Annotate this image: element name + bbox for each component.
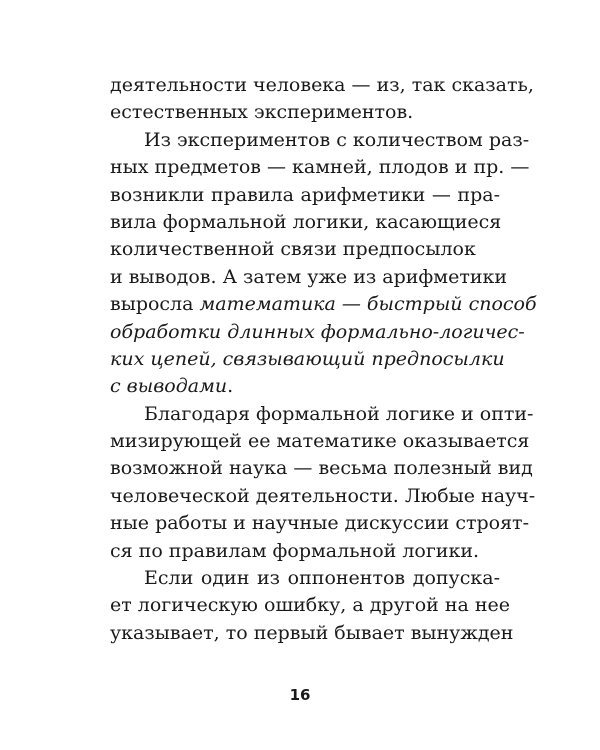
text-line: деятельности человека — из, так сказать, xyxy=(110,74,534,96)
text-line: возможной наука — весьма полезный вид xyxy=(110,457,533,480)
paragraph-start-line: Из экспериментов с количеством раз- xyxy=(144,128,530,151)
text-line: ся по правилам формальной логики. xyxy=(110,539,480,562)
italic-text: математика — быстрый способ xyxy=(199,293,537,316)
text-line: мизирующей ее математике оказывается xyxy=(110,430,530,453)
text-line: ные работы и научные дискуссии строят- xyxy=(110,512,529,535)
regular-text: выросла xyxy=(110,293,200,316)
text-line: и выводов. А затем уже из арифметики xyxy=(110,265,508,288)
text-line: ет логическую ошибку, а другой на нее xyxy=(110,594,511,617)
text-line: возникли правила арифметики — пра- xyxy=(110,183,500,206)
body-text xyxy=(110,72,537,647)
text-line: человеческой деятельности. Любые науч- xyxy=(110,484,536,507)
page-number: 16 xyxy=(289,686,311,704)
text-line-mixed xyxy=(110,373,500,400)
text-line: вила формальной логики, касающиеся xyxy=(110,210,502,233)
italic-text: с выводами xyxy=(110,375,228,398)
regular-text: . xyxy=(227,375,234,398)
italic-line: ких цепей, связывающий предпосылки xyxy=(110,347,505,370)
text-line: естественных экспериментов. xyxy=(110,101,414,124)
text-line: указывает, то первый бывает вынужден xyxy=(110,621,514,644)
italic-line: обработки длинных формально-логичес- xyxy=(110,320,525,343)
paragraph-start-line: Благодаря формальной логике и опти- xyxy=(144,402,534,425)
text-line: количественной связи предпосылок xyxy=(110,238,476,261)
text-line: ных предметов — камней, плодов и пр. — xyxy=(110,156,530,179)
paragraph-start-line: Если один из оппонентов допуска- xyxy=(144,567,500,590)
text-line-mixed xyxy=(110,291,537,318)
